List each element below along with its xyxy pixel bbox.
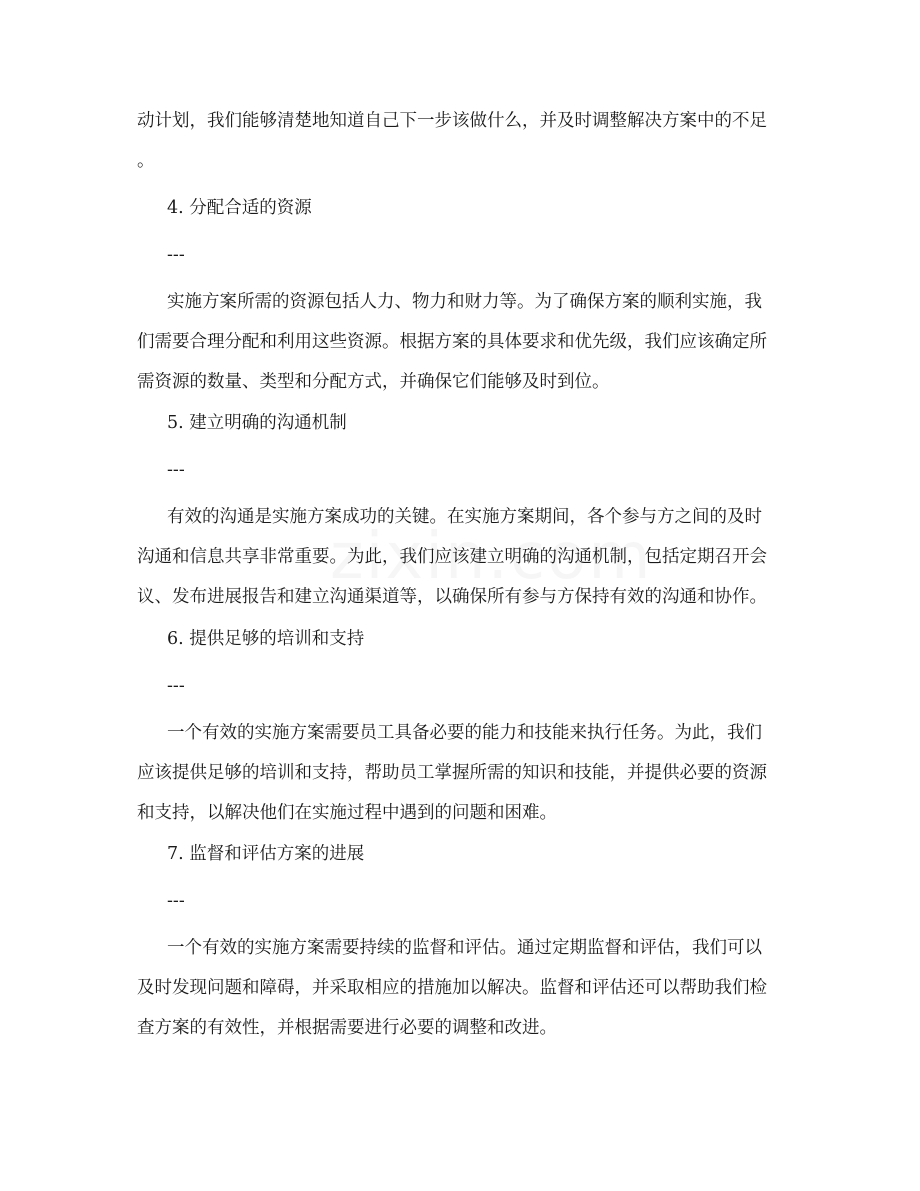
heading-text: 4. 分配合适的资源 xyxy=(167,198,312,218)
heading-text: 7. 监督和评估方案的进展 xyxy=(167,844,365,864)
paragraph xyxy=(137,713,787,833)
paragraph xyxy=(137,928,787,1048)
text-line: 查方案的有效性，并根据需要进行必要的调整和改进。 xyxy=(137,1018,557,1038)
separator xyxy=(167,666,817,706)
separator xyxy=(167,450,817,490)
text-line: 议、发布进展报告和建立沟通渠道等，以确保所有参与方保持有效的沟通和协作。 xyxy=(137,587,767,607)
separator-text: --- xyxy=(167,891,185,911)
text-line: 有效的沟通是实施方案成功的关键。在实施方案期间，各个参与方之间的及时 xyxy=(167,507,762,527)
separator xyxy=(167,881,817,921)
separator xyxy=(167,235,817,275)
section-heading xyxy=(167,188,817,228)
text-line: 沟通和信息共享非常重要。为此，我们应该建立明确的沟通机制，包括定期召开会 xyxy=(137,547,767,567)
heading-text: 6. 提供足够的培训和支持 xyxy=(167,629,365,649)
section-heading xyxy=(167,403,817,443)
text-line: 需资源的数量、类型和分配方式，并确保它们能够及时到位。 xyxy=(137,372,610,392)
text-line: 实施方案所需的资源包括人力、物力和财力等。为了确保方案的顺利实施，我 xyxy=(167,292,762,312)
text-line: 一个有效的实施方案需要持续的监督和评估。通过定期监督和评估，我们可以 xyxy=(167,938,762,958)
text-line: 。 xyxy=(137,151,155,171)
heading-text: 5. 建立明确的沟通机制 xyxy=(167,413,347,433)
separator-text: --- xyxy=(167,676,185,696)
text-line: 动计划，我们能够清楚地知道自己下一步该做什么，并及时调整解决方案中的不足 xyxy=(137,111,767,131)
text-line: 及时发现问题和障碍，并采取相应的措施加以解决。监督和评估还可以帮助我们检 xyxy=(137,978,767,998)
text-line: 一个有效的实施方案需要员工具备必要的能力和技能来执行任务。为此，我们 xyxy=(167,723,762,743)
paragraph xyxy=(137,497,787,617)
separator-text: --- xyxy=(167,245,185,265)
section-heading xyxy=(167,834,817,874)
text-line: 和支持，以解决他们在实施过程中遇到的问题和困难。 xyxy=(137,803,557,823)
paragraph xyxy=(137,282,787,402)
paragraph-continuation xyxy=(137,101,787,181)
text-line: 们需要合理分配和利用这些资源。根据方案的具体要求和优先级，我们应该确定所 xyxy=(137,332,767,352)
text-line: 应该提供足够的培训和支持，帮助员工掌握所需的知识和技能，并提供必要的资源 xyxy=(137,763,767,783)
section-heading xyxy=(167,619,817,659)
separator-text: --- xyxy=(167,460,185,480)
